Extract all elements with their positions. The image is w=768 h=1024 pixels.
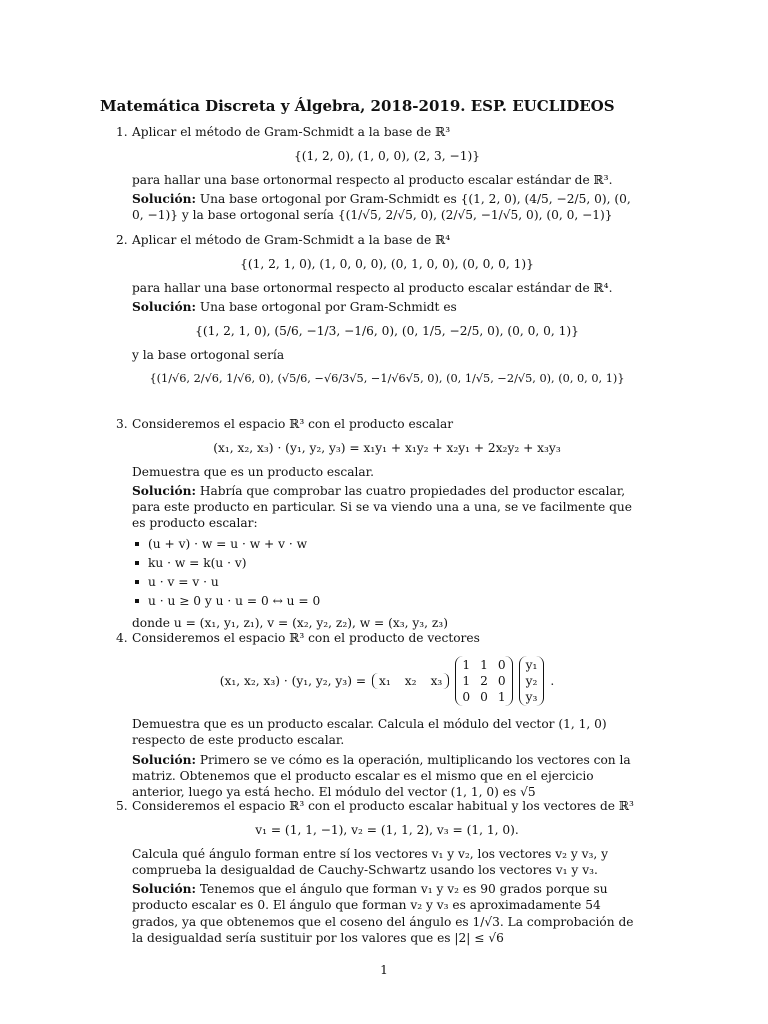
problem-body <box>132 416 642 634</box>
solution <box>132 881 642 945</box>
problem-text: Demuestra que es un producto escalar. Calcula el módulo del vector (1, 1, 0) respecto de este producto escalar. <box>132 717 607 748</box>
solution <box>132 752 642 800</box>
row-vector-entry: x₃ <box>430 674 443 689</box>
problem-number: 2. <box>116 233 128 247</box>
solution-label: Solución: <box>132 484 196 499</box>
matrix-entry: 0 <box>497 674 506 689</box>
problem-body <box>132 124 642 226</box>
column-vector-entry: y₂ <box>525 674 538 689</box>
column-vector <box>519 656 545 706</box>
problem-body <box>132 630 642 803</box>
problem-number: 5. <box>116 799 128 813</box>
problem-statement: Consideremos el espacio ℝ³ con el producto de vectores <box>132 631 480 645</box>
problem-statement: Consideremos el espacio ℝ³ con el producto escalar <box>132 417 454 431</box>
matrix <box>455 656 512 706</box>
solution-text: Primero se ve cómo es la operación, multiplicando los vectores con la matriz. Obtenemos que el producto escalar es el mismo que en el ejercicio anterior, luego ya está hecho. El módulo del vector (1, 1, 0) es √5 <box>132 752 631 799</box>
column-vector-entry: y₁ <box>525 658 538 673</box>
problem-statement: Aplicar el método de Gram-Schmidt a la base de ℝ³ <box>132 125 451 139</box>
matrix-entry: 0 <box>462 690 471 705</box>
problem-number: 3. <box>116 417 128 431</box>
solution-label: Solución: <box>132 752 196 767</box>
matrix-entry: 2 <box>480 674 488 689</box>
matrix-entry: 1 <box>462 674 471 689</box>
list-item: (u + v) · w = u · w + v · w <box>132 536 642 552</box>
solution <box>132 299 642 315</box>
solution-text: Habría que comprobar las cuatro propiedades del productor escalar, para este producto en particular. Si se va viendo una a una, se ve facilmente que es producto escalar: <box>132 484 632 531</box>
solution <box>132 191 642 223</box>
solution <box>132 483 642 531</box>
solution-label: Solución: <box>132 192 196 207</box>
problem-text: donde u = (x₁, y₁, z₁), v = (x₂, y₂, z₂), w = (x₃, y₃, z₃) <box>132 615 448 630</box>
list-item: u · v = v · u <box>132 574 642 590</box>
page-number: 1 <box>380 963 388 977</box>
solution-text: Una base ortogonal por Gram-Schmidt es <box>199 300 457 315</box>
matrix-entry: 0 <box>480 690 488 705</box>
problem-body <box>132 232 642 394</box>
problem-text: Demuestra que es un producto escalar. <box>132 465 375 480</box>
display-equation: (x₁, x₂, x₃) · (y₁, y₂, y₃) = x₁y₁ + x₁y₂ + x₂y₁ + 2x₂y₂ + x₃y₃ <box>213 441 561 456</box>
list-item: ku · w = k(u · v) <box>132 555 642 571</box>
matrix-entry: 1 <box>480 658 488 673</box>
equation-lhs: (x₁, x₂, x₃) · (y₁, y₂, y₃) = <box>219 674 367 689</box>
problem-number: 4. <box>116 631 128 645</box>
matrix-equation <box>132 656 642 706</box>
problem-text: Calcula qué ángulo forman entre sí los vectores v₁ y v₂, los vectores v₂ y v₃, y comprueba la desigualdad de Cauchy-Schwartz usando los vectores v₁ y v₃. <box>132 847 609 878</box>
problem-text: para hallar una base ortonormal respecto al producto escalar estándar de ℝ⁴. <box>132 281 613 296</box>
display-equation: {(1, 2, 1, 0), (1, 0, 0, 0), (0, 1, 0, 0), (0, 0, 0, 1)} <box>240 257 534 272</box>
matrix-entry: 1 <box>497 690 506 705</box>
problem-number: 1. <box>116 125 128 139</box>
solution-text: Tenemos que el ángulo que forman v₁ y v₂ es 90 grados porque su producto escalar es 0. El ángulo que forman v₂ y v₃ es aproximadamente 54 grados, ya que obtenemos que el coseno del ángulo es 1/√3. La comprobación de la desigualdad sería sustituir por los valores que es |2| ≤ √6 <box>132 882 634 945</box>
display-equation: {(1, 2, 1, 0), (5/6, −1/3, −1/6, 0), (0, 1/5, −2/5, 0), (0, 0, 0, 1)} <box>195 324 579 339</box>
row-vector-entry: x₁ <box>379 674 391 689</box>
display-equation: v₁ = (1, 1, −1), v₂ = (1, 1, 2), v₃ = (1, 1, 0). <box>255 823 519 838</box>
solution-label: Solución: <box>132 300 196 315</box>
problem-statement: Aplicar el método de Gram-Schmidt a la base de ℝ⁴ <box>132 233 451 247</box>
display-equation: {(1/√6, 2/√6, 1/√6, 0), (√5/6, −√6/3√5, −1/√6√5, 0), (0, 1/√5, −2/√5, 0), (0, 0, 0, 1)} <box>149 371 625 385</box>
column-vector-entry: y₃ <box>525 690 538 705</box>
row-vector <box>372 673 449 689</box>
problem-text: y la base ortogonal sería <box>132 348 285 363</box>
solution-label: Solución: <box>132 882 196 897</box>
matrix-entry: 1 <box>462 658 471 673</box>
display-equation: {(1, 2, 0), (1, 0, 0), (2, 3, −1)} <box>293 149 481 164</box>
problem-body <box>132 798 642 949</box>
problem-statement: Consideremos el espacio ℝ³ con el producto escalar habitual y los vectores de ℝ³ <box>132 799 634 813</box>
page-title: Matemática Discreta y Álgebra, 2018-2019. ESP. EUCLIDEOS <box>100 97 615 115</box>
property-list <box>132 536 642 609</box>
matrix-entry: 0 <box>497 658 506 673</box>
row-vector-entry: x₂ <box>404 674 417 689</box>
solution-text: Una base ortogonal por Gram-Schmidt es {(1, 2, 0), (4/5, −2/5, 0), (0, 0, −1)} y la base ortogonal sería {(1/√5, 2/√5, 0), (2/√5, −1/√5, 0), (0, 0, −1)} <box>132 192 631 223</box>
problem-text: para hallar una base ortonormal respecto al producto escalar estándar de ℝ³. <box>132 173 613 188</box>
list-item: u · u ≥ 0 y u · u = 0 ↔ u = 0 <box>132 593 642 609</box>
equation-end: . <box>550 674 555 689</box>
